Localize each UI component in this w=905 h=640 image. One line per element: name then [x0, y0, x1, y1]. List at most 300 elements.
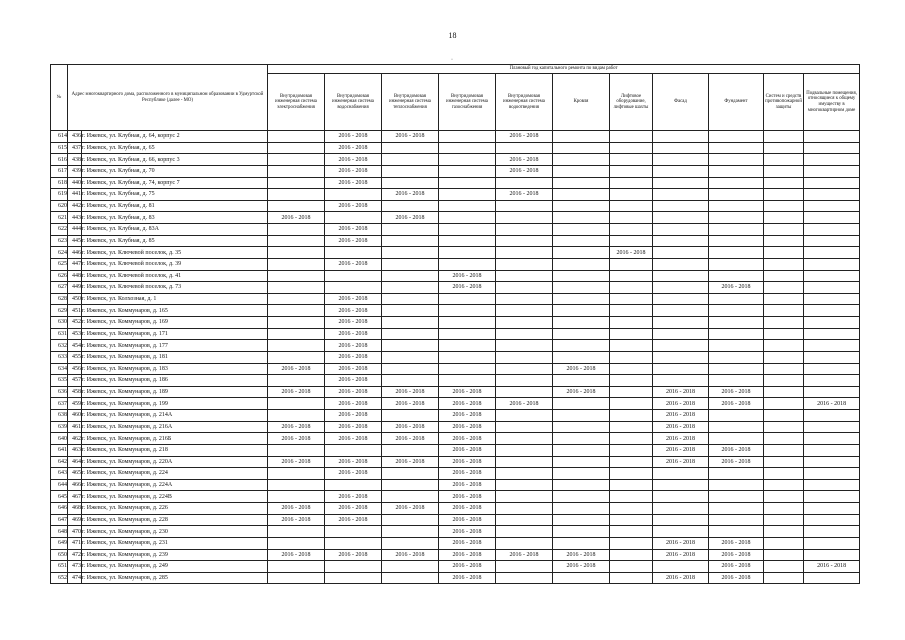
planned-year-cell — [553, 177, 610, 189]
planned-year-cell — [553, 270, 610, 282]
planned-year-cell — [804, 468, 860, 480]
planned-year-cell — [496, 386, 553, 398]
planned-year-cell: 2016 - 2018 — [382, 189, 439, 201]
planned-year-cell — [268, 270, 325, 282]
work-type-header: Подвальные помещения, относящиеся к общему имуществу в многоквартирном доме — [804, 74, 860, 131]
planned-year-cell: 2016 - 2018 — [653, 433, 709, 445]
planned-year-cell — [496, 270, 553, 282]
planned-year-cell: 2016 - 2018 — [325, 142, 382, 154]
planned-year-cell — [610, 189, 653, 201]
planned-year-cell — [610, 410, 653, 422]
planned-year-cell: 2016 - 2018 — [325, 386, 382, 398]
planned-year-cell — [653, 165, 709, 177]
planned-year-cell — [764, 224, 804, 236]
table-row — [51, 561, 860, 573]
planned-year-cell — [268, 491, 325, 503]
planned-year-cell — [496, 468, 553, 480]
planned-year-cell: 2016 - 2018 — [268, 363, 325, 375]
house-id: 460 — [68, 410, 82, 422]
house-address: г. Ижевск, ул. Ключевой поселок, д. 73 — [82, 282, 268, 294]
house-address: г. Ижевск, ул. Клубная, д. 74, корпус 7 — [82, 177, 268, 189]
planned-year-cell — [764, 270, 804, 282]
planned-year-cell — [804, 503, 860, 515]
planned-year-cell — [325, 212, 382, 224]
planned-year-cell — [709, 131, 764, 143]
house-id: 472 — [68, 549, 82, 561]
house-address: г. Ижевск, ул. Ключевой поселок, д. 35 — [82, 247, 268, 259]
row-number: 649 — [51, 537, 68, 549]
planned-year-cell — [325, 444, 382, 456]
planned-year-cell — [496, 479, 553, 491]
planned-year-cell: 2016 - 2018 — [709, 386, 764, 398]
planned-year-cell — [804, 270, 860, 282]
table-row — [51, 189, 860, 201]
planned-year-cell: 2016 - 2018 — [268, 433, 325, 445]
planned-year-cell — [804, 537, 860, 549]
planned-year-cell: 2016 - 2018 — [439, 444, 496, 456]
planned-year-cell — [709, 293, 764, 305]
planned-year-group-header: Плановый год капитального ремонта по видам работ — [268, 65, 860, 74]
planned-year-cell — [610, 549, 653, 561]
planned-year-cell: 2016 - 2018 — [325, 468, 382, 480]
planned-year-cell — [382, 282, 439, 294]
planned-year-cell: 2016 - 2018 — [439, 282, 496, 294]
planned-year-cell — [553, 212, 610, 224]
planned-year-cell — [764, 572, 804, 584]
planned-year-cell: 2016 - 2018 — [439, 561, 496, 573]
table-row — [51, 386, 860, 398]
table-row — [51, 537, 860, 549]
planned-year-cell — [709, 235, 764, 247]
row-number: 644 — [51, 479, 68, 491]
planned-year-cell — [553, 235, 610, 247]
planned-year-cell — [268, 258, 325, 270]
planned-year-cell — [268, 537, 325, 549]
planned-year-cell: 2016 - 2018 — [325, 351, 382, 363]
planned-year-cell — [653, 317, 709, 329]
table-row — [51, 258, 860, 270]
planned-year-cell: 2016 - 2018 — [496, 189, 553, 201]
planned-year-cell — [653, 503, 709, 515]
planned-year-cell — [709, 305, 764, 317]
planned-year-cell — [653, 154, 709, 166]
planned-year-cell — [268, 561, 325, 573]
planned-year-cell — [709, 526, 764, 538]
planned-year-cell — [709, 189, 764, 201]
row-number: 651 — [51, 561, 68, 573]
planned-year-cell — [709, 433, 764, 445]
planned-year-cell — [382, 317, 439, 329]
planned-year-cell: 2016 - 2018 — [325, 549, 382, 561]
house-id: 437 — [68, 142, 82, 154]
house-address: г. Ижевск, ул. Коммунаров, д. 189 — [82, 386, 268, 398]
planned-year-cell — [496, 537, 553, 549]
planned-year-cell — [325, 270, 382, 282]
planned-year-cell — [553, 305, 610, 317]
planned-year-cell — [764, 212, 804, 224]
planned-year-cell — [553, 537, 610, 549]
planned-year-cell — [764, 537, 804, 549]
planned-year-cell — [804, 375, 860, 387]
table-row — [51, 224, 860, 236]
planned-year-cell — [653, 258, 709, 270]
planned-year-cell: 2016 - 2018 — [268, 456, 325, 468]
house-address: г. Ижевск, ул. Коммунаров, д. 177 — [82, 340, 268, 352]
planned-year-cell — [553, 398, 610, 410]
planned-year-cell: 2016 - 2018 — [709, 561, 764, 573]
planned-year-cell — [709, 503, 764, 515]
planned-year-cell: 2016 - 2018 — [439, 421, 496, 433]
planned-year-cell — [382, 165, 439, 177]
row-number: 620 — [51, 200, 68, 212]
planned-year-cell — [610, 503, 653, 515]
planned-year-cell — [653, 468, 709, 480]
planned-year-cell — [553, 340, 610, 352]
house-address: г. Ижевск, ул. Клубная, д. 85 — [82, 235, 268, 247]
house-address: г. Ижевск, ул. Клубная, д. 81 — [82, 200, 268, 212]
work-type-header: Внутридомовая инженерная система водоснабжения — [325, 74, 382, 131]
house-id: 457 — [68, 375, 82, 387]
planned-year-cell: 2016 - 2018 — [496, 131, 553, 143]
planned-year-cell — [382, 526, 439, 538]
planned-year-cell — [764, 468, 804, 480]
planned-year-cell: 2016 - 2018 — [325, 305, 382, 317]
planned-year-cell — [553, 282, 610, 294]
planned-year-cell — [553, 154, 610, 166]
planned-year-cell — [764, 200, 804, 212]
planned-year-cell — [804, 258, 860, 270]
planned-year-cell — [764, 131, 804, 143]
planned-year-cell: 2016 - 2018 — [439, 491, 496, 503]
planned-year-cell — [496, 363, 553, 375]
planned-year-cell — [382, 491, 439, 503]
planned-year-cell — [325, 247, 382, 259]
planned-year-cell — [439, 351, 496, 363]
table-row — [51, 363, 860, 375]
planned-year-cell — [653, 351, 709, 363]
planned-year-cell — [764, 514, 804, 526]
planned-year-cell: 2016 - 2018 — [439, 572, 496, 584]
row-number: 641 — [51, 444, 68, 456]
planned-year-cell — [764, 293, 804, 305]
planned-year-cell — [268, 235, 325, 247]
planned-year-cell — [553, 247, 610, 259]
planned-year-cell — [709, 375, 764, 387]
planned-year-cell — [553, 131, 610, 143]
planned-year-cell: 2016 - 2018 — [439, 456, 496, 468]
planned-year-cell — [610, 142, 653, 154]
planned-year-cell: 2016 - 2018 — [325, 340, 382, 352]
planned-year-cell — [553, 456, 610, 468]
planned-year-cell — [709, 154, 764, 166]
planned-year-cell — [610, 131, 653, 143]
planned-year-cell: 2016 - 2018 — [382, 549, 439, 561]
planned-year-cell — [709, 491, 764, 503]
planned-year-cell: 2016 - 2018 — [268, 386, 325, 398]
planned-year-cell — [709, 468, 764, 480]
planned-year-cell: 2016 - 2018 — [325, 224, 382, 236]
planned-year-cell — [496, 235, 553, 247]
planned-year-cell: 2016 - 2018 — [325, 131, 382, 143]
planned-year-cell — [268, 189, 325, 201]
planned-year-cell — [804, 165, 860, 177]
planned-year-cell — [325, 561, 382, 573]
planned-year-cell: 2016 - 2018 — [709, 398, 764, 410]
planned-year-cell — [764, 351, 804, 363]
planned-year-cell — [610, 572, 653, 584]
planned-year-cell: 2016 - 2018 — [382, 433, 439, 445]
planned-year-cell — [764, 363, 804, 375]
row-number: 645 — [51, 491, 68, 503]
house-id: 474 — [68, 572, 82, 584]
planned-year-cell — [610, 444, 653, 456]
planned-year-cell — [709, 479, 764, 491]
planned-year-cell — [382, 514, 439, 526]
row-number: 617 — [51, 165, 68, 177]
planned-year-cell — [804, 421, 860, 433]
planned-year-cell — [653, 224, 709, 236]
planned-year-cell: 2016 - 2018 — [439, 549, 496, 561]
planned-year-cell — [653, 340, 709, 352]
planned-year-cell: 2016 - 2018 — [325, 363, 382, 375]
planned-year-cell: 2016 - 2018 — [496, 549, 553, 561]
planned-year-cell — [764, 549, 804, 561]
planned-year-cell — [268, 305, 325, 317]
planned-year-cell — [439, 200, 496, 212]
planned-year-cell — [764, 235, 804, 247]
planned-year-cell — [553, 572, 610, 584]
table-row — [51, 282, 860, 294]
table-row — [51, 270, 860, 282]
planned-year-cell — [439, 177, 496, 189]
page-mark: · — [451, 57, 453, 63]
planned-year-cell — [610, 491, 653, 503]
planned-year-cell — [553, 444, 610, 456]
address-column-header: Адрес многоквартирного дома, расположенного в муниципальном образовании в Удмуртской Республике (далее - МО) — [68, 65, 268, 131]
planned-year-cell — [268, 351, 325, 363]
planned-year-cell — [553, 503, 610, 515]
planned-year-cell — [653, 212, 709, 224]
planned-year-cell: 2016 - 2018 — [709, 537, 764, 549]
planned-year-cell — [553, 433, 610, 445]
planned-year-cell: 2016 - 2018 — [653, 444, 709, 456]
planned-year-cell: 2016 - 2018 — [653, 572, 709, 584]
planned-year-cell — [610, 317, 653, 329]
planned-year-cell: 2016 - 2018 — [553, 363, 610, 375]
planned-year-cell: 2016 - 2018 — [325, 328, 382, 340]
planned-year-cell — [610, 351, 653, 363]
planned-year-cell: 2016 - 2018 — [804, 398, 860, 410]
planned-year-cell — [553, 317, 610, 329]
planned-year-cell: 2016 - 2018 — [325, 258, 382, 270]
table-row — [51, 549, 860, 561]
planned-year-cell — [382, 537, 439, 549]
house-id: 456 — [68, 363, 82, 375]
planned-year-cell — [610, 282, 653, 294]
table-row — [51, 154, 860, 166]
work-type-header: Кровля — [553, 74, 610, 131]
house-address: г. Ижевск, ул. Коммунаров, д. 165 — [82, 305, 268, 317]
house-address: г. Ижевск, ул. Коммунаров, д. 216Б — [82, 433, 268, 445]
planned-year-cell: 2016 - 2018 — [268, 514, 325, 526]
planned-year-cell — [804, 282, 860, 294]
row-number: 629 — [51, 305, 68, 317]
planned-year-cell — [804, 247, 860, 259]
planned-year-cell — [553, 479, 610, 491]
planned-year-cell — [439, 247, 496, 259]
planned-year-cell: 2016 - 2018 — [325, 433, 382, 445]
planned-year-cell — [382, 572, 439, 584]
house-id: 436 — [68, 131, 82, 143]
planned-year-cell — [268, 340, 325, 352]
planned-year-cell — [709, 142, 764, 154]
planned-year-cell: 2016 - 2018 — [268, 549, 325, 561]
planned-year-cell — [553, 421, 610, 433]
house-id: 458 — [68, 386, 82, 398]
planned-year-cell — [804, 154, 860, 166]
planned-year-cell — [610, 561, 653, 573]
planned-year-cell: 2016 - 2018 — [709, 456, 764, 468]
planned-year-cell — [764, 386, 804, 398]
planned-year-cell — [553, 224, 610, 236]
planned-year-cell: 2016 - 2018 — [325, 456, 382, 468]
planned-year-cell — [382, 328, 439, 340]
house-address: г. Ижевск, ул. Коммунаров, д. 224В — [82, 491, 268, 503]
planned-year-cell — [496, 410, 553, 422]
planned-year-cell — [804, 340, 860, 352]
planned-year-cell — [804, 456, 860, 468]
planned-year-cell — [439, 212, 496, 224]
planned-year-cell — [553, 410, 610, 422]
house-id: 447 — [68, 258, 82, 270]
planned-year-cell — [496, 375, 553, 387]
planned-year-cell — [764, 491, 804, 503]
row-number: 616 — [51, 154, 68, 166]
planned-year-cell — [496, 514, 553, 526]
planned-year-cell — [325, 479, 382, 491]
planned-year-cell — [653, 561, 709, 573]
planned-year-cell — [382, 200, 439, 212]
row-number: 631 — [51, 328, 68, 340]
house-address: г. Ижевск, ул. Клубная, д. 65 — [82, 142, 268, 154]
planned-year-cell — [653, 479, 709, 491]
planned-year-cell — [496, 421, 553, 433]
planned-year-cell — [268, 328, 325, 340]
planned-year-cell — [496, 282, 553, 294]
planned-year-cell — [268, 398, 325, 410]
planned-year-cell — [764, 258, 804, 270]
table-row — [51, 165, 860, 177]
planned-year-cell: 2016 - 2018 — [325, 200, 382, 212]
planned-year-cell — [804, 212, 860, 224]
house-address: г. Ижевск, ул. Коммунаров, д. 220А — [82, 456, 268, 468]
planned-year-cell — [439, 340, 496, 352]
planned-year-cell — [764, 398, 804, 410]
house-address: г. Ижевск, ул. Коммунаров, д. 231 — [82, 537, 268, 549]
table-row — [51, 398, 860, 410]
planned-year-cell — [496, 433, 553, 445]
planned-year-cell — [610, 165, 653, 177]
planned-year-cell: 2016 - 2018 — [325, 503, 382, 515]
planned-year-cell: 2016 - 2018 — [382, 421, 439, 433]
planned-year-cell: 2016 - 2018 — [325, 177, 382, 189]
row-number: 634 — [51, 363, 68, 375]
table-row — [51, 421, 860, 433]
planned-year-cell — [804, 514, 860, 526]
house-address: г. Ижевск, ул. Ключевой поселок, д. 41 — [82, 270, 268, 282]
planned-year-cell — [496, 212, 553, 224]
planned-year-cell — [439, 154, 496, 166]
planned-year-cell — [709, 200, 764, 212]
planned-year-cell — [804, 479, 860, 491]
planned-year-cell — [764, 479, 804, 491]
planned-year-cell: 2016 - 2018 — [653, 421, 709, 433]
house-address: г. Ижевск, ул. Коммунаров, д. 285 — [82, 572, 268, 584]
row-number: 638 — [51, 410, 68, 422]
planned-year-cell — [382, 410, 439, 422]
house-address: г. Ижевск, ул. Коммунаров, д. 186 — [82, 375, 268, 387]
planned-year-cell — [553, 200, 610, 212]
planned-year-cell — [268, 572, 325, 584]
planned-year-cell — [764, 189, 804, 201]
planned-year-cell: 2016 - 2018 — [439, 398, 496, 410]
planned-year-cell: 2016 - 2018 — [653, 537, 709, 549]
row-number: 627 — [51, 282, 68, 294]
table-row — [51, 351, 860, 363]
planned-year-cell — [496, 293, 553, 305]
planned-year-cell — [382, 270, 439, 282]
planned-year-cell — [553, 514, 610, 526]
planned-year-cell — [804, 142, 860, 154]
planned-year-cell — [610, 305, 653, 317]
planned-year-cell — [804, 293, 860, 305]
row-number: 621 — [51, 212, 68, 224]
row-number: 633 — [51, 351, 68, 363]
house-address: г. Ижевск, ул. Клубная, д. 70 — [82, 165, 268, 177]
planned-year-cell — [764, 375, 804, 387]
planned-year-cell — [268, 154, 325, 166]
planned-year-cell: 2016 - 2018 — [382, 456, 439, 468]
planned-year-cell: 2016 - 2018 — [653, 410, 709, 422]
house-id: 468 — [68, 503, 82, 515]
planned-year-cell — [610, 200, 653, 212]
house-address: г. Ижевск, ул. Ключевой поселок, д. 39 — [82, 258, 268, 270]
house-id: 448 — [68, 270, 82, 282]
planned-year-cell — [764, 421, 804, 433]
planned-year-cell — [382, 247, 439, 259]
planned-year-cell — [610, 479, 653, 491]
house-address: г. Ижевск, ул. Коммунаров, д. 169 — [82, 317, 268, 329]
row-number: 642 — [51, 456, 68, 468]
planned-year-cell — [709, 258, 764, 270]
house-address: г. Ижевск, ул. Клубная, д. 75 — [82, 189, 268, 201]
planned-year-cell — [709, 421, 764, 433]
house-address: г. Ижевск, ул. Клубная, д. 64, корпус 2 — [82, 131, 268, 143]
planned-year-cell: 2016 - 2018 — [325, 293, 382, 305]
house-address: г. Ижевск, ул. Коммунаров, д. 239 — [82, 549, 268, 561]
planned-year-cell — [709, 328, 764, 340]
planned-year-cell — [325, 537, 382, 549]
planned-year-cell — [382, 235, 439, 247]
planned-year-cell: 2016 - 2018 — [653, 398, 709, 410]
planned-year-cell — [439, 328, 496, 340]
planned-year-cell — [553, 258, 610, 270]
planned-year-cell — [610, 224, 653, 236]
row-number: 614 — [51, 131, 68, 143]
table-row — [51, 317, 860, 329]
planned-year-cell — [653, 514, 709, 526]
house-address: г. Ижевск, ул. Коммунаров, д. 218 — [82, 444, 268, 456]
